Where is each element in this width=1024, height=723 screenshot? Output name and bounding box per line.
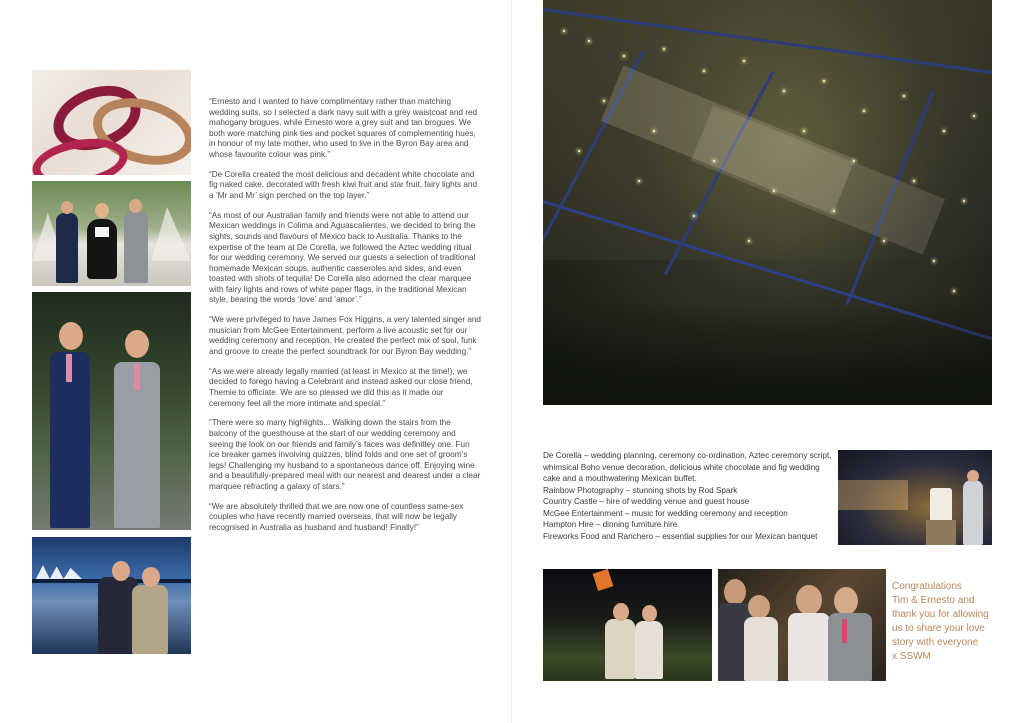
story-paragraph: “As we were already legally married (at least in Mexico at the time!), we decided to forego having a Celebrant and instead asked our close friend, Themie to officiate. We are so pleased we did this as it made our ceremony feel all the more intimate and special.”	[209, 366, 473, 408]
congrats-line: Congratulations	[892, 581, 963, 592]
congrats-line: story with everyone	[892, 637, 979, 648]
story-paragraph: “As most of our Australian family and friends were not able to attend our Mexican weddings in Colima and Aguascalientes, we decided to bring the sights, sounds and flavours of Mexico back to Australia. Thanks to the expertise of the team at De Corella, we followed the Aztec wedding ritual for our wedding ceremony. We served our guests a selection of traditional homemade Mexican soups, authentic casseroles and sides, and even toasted with shots of tequila! De Corella also adorned the clear marquee with fairy lights and rows of white paper flags, in the traditional Mexican style, bearing the words ‘love’ and ‘amor’.”	[209, 210, 476, 305]
credit-line: McGee Entertainment – music for wedding ceremony and reception	[543, 508, 788, 518]
credit-line: Hampton Hire – dinning furniture hire	[543, 520, 678, 529]
wedding-cake-photo	[838, 450, 992, 545]
ring-exchange-photo	[32, 181, 191, 286]
congrats-line: Tim & Ernesto and	[892, 595, 975, 606]
congratulations-note	[892, 580, 1004, 664]
vendor-credits	[543, 450, 833, 542]
paddle-game-photo	[543, 569, 712, 681]
page-gutter	[511, 0, 512, 723]
ribbon-photo	[32, 70, 191, 175]
congrats-line: thank you for allowing	[892, 609, 989, 620]
story-paragraph: “Ernesto and I wanted to have complimentary rather than matching wedding suits, so I selected a dark navy suit with a grey waistcoat and red mahogany brogues, while Ernesto wore a grey suit and tan brogues. We both wore matching pink ties and pocket squares of complementing hues, in honour of my late mother, who used to live in the Byron Bay area and whose favourite colour was pink.”	[209, 97, 478, 159]
congrats-line: x SSWM	[892, 651, 931, 662]
congrats-line: us to share your love	[892, 623, 985, 634]
credit-line: Rainbow Photography – stunning shots by Rod Spark	[543, 485, 738, 495]
marquee-overhead-photo	[543, 0, 992, 405]
story-paragraph: “De Corella created the most delicious and decadent white chocolate and fig naked cake, decorated with fresh kiwi fruit and star fruit, fairy lights and a ‘Mr and Mr’ sign perched on the top layer.”	[209, 169, 478, 200]
story-paragraph: “There were so many highlights... Walking down the stairs from the balcony of the guesthouse at the start of our wedding ceremony and seeing the look on our friends and family’s faces was definitley one. Fun ice breaker games involving quizzes, blind folds and one set of groom’s legs! Challenging my husband to a spontaneous dance off. Enjoying wine and a beautifully-prepared meal with our nearest and dearest under a clear marquee refracting a galaxy of stars.”	[209, 418, 481, 491]
couple-portrait-photo	[32, 292, 191, 530]
credit-line: De Corella – wedding planning, ceremony co-ordination, Aztec ceremony script, whimsical Boho venue decoration, delicious white chocolate and fig wedding cake and a mouthwatering Mexican buffet.	[543, 451, 832, 483]
story-paragraph: “We are absolutely thrilled that we are now one of countless same-sex couples who have recently married overseas, that will now be legally recognised in Australia as husband and husband! Finally!”	[209, 501, 464, 532]
credit-line: Fireworks Food and Ranchero – essential supplies for our Mexican banquet	[543, 531, 818, 541]
harbour-night-photo	[32, 537, 191, 654]
reception-guests-photo	[718, 569, 886, 681]
story-text	[209, 97, 481, 543]
story-paragraph: “We were privileged to have James Fox Higgins, a very talented singer and musician from McGee Entertainment, perform a live acoustic set for our wedding ceremony and reception. He created the perfect mix of soul, funk and groove to create the perfect soundtrack for our Byron Bay wedding.”	[209, 315, 481, 357]
credit-line: Country Castle – hire of wedding venue and guest house	[543, 497, 750, 506]
